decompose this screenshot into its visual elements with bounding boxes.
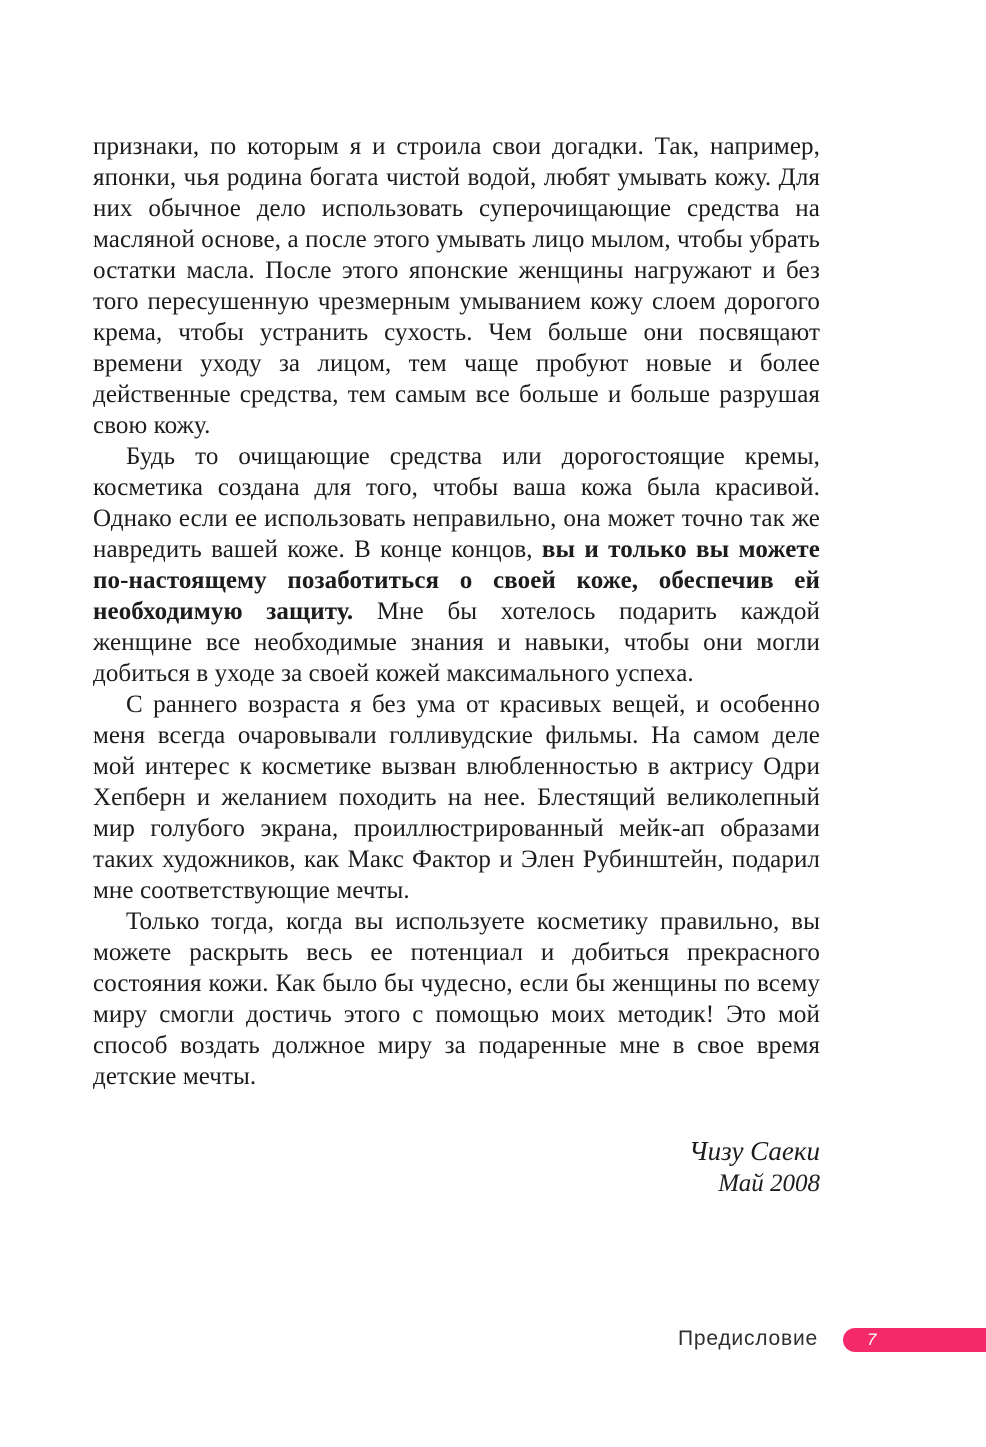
paragraph bbox=[93, 906, 820, 1092]
signature-name: Чизу Саеки bbox=[689, 1136, 820, 1166]
page-footer bbox=[0, 1324, 986, 1354]
text-segment: Будь то очищающие средства или дорогостоящие кремы, косметика создана для того, чтобы ваша кожа была красивой. Однако если ее использовать неправильно, она может точно так же навредить вашей коже. В конце концов, bbox=[93, 443, 820, 563]
text-segment: Мне бы хотелось подарить каждой женщине все необходимые знания и навыки, чтобы они могли добиться в уходе за своей кожей максимального успеха. bbox=[93, 598, 820, 687]
paragraph bbox=[93, 689, 820, 906]
paragraph bbox=[93, 441, 820, 689]
paragraph bbox=[93, 131, 820, 441]
text-segment: Только тогда, когда вы используете косметику правильно, вы можете раскрыть весь ее потенциал и добиться прекрасного состояния кожи. Как было бы чудесно, если бы женщины по всему миру смогли достичь этого с помощью моих методик! Это мой способ воздать должное миру за подаренные мне в свое время детские мечты. bbox=[93, 908, 820, 1090]
page-number-bar bbox=[843, 1328, 986, 1352]
page-number: 7 bbox=[867, 1330, 877, 1349]
signature bbox=[93, 1134, 820, 1200]
body-text bbox=[93, 131, 820, 1092]
signature-date: Май 2008 bbox=[718, 1170, 820, 1197]
text-segment: признаки, по которым я и строила свои догадки. Так, например, японки, чья родина богата чистой водой, любят умывать кожу. Для них обычное дело использовать суперочищающие средства на масляной основе, а после этого умывать лицо мылом, чтобы убрать остатки масла. После этого японские женщины нагружают и без того пересушенную чрезмерным умыванием кожу слоем дорогого крема, чтобы устранить сухость. Чем больше они посвящают времени уходу за лицом, тем чаще пробуют новые и более действенные средства, тем самым все больше и больше разрушая свою кожу. bbox=[93, 133, 820, 439]
text-segment: С раннего возраста я без ума от красивых вещей, и особенно меня всегда очаровывали голливудские фильмы. На самом деле мой интерес к косметике вызван влюбленностью в актрису Одри Хепберн и желанием походить на нее. Блестящий великолепный мир голубого экрана, проиллюстрированный мейк-ап образами таких художников, как Макс Фактор и Элен Рубинштейн, подарил мне соответствующие мечты. bbox=[93, 691, 820, 904]
footer-section-title: Предисловие bbox=[677, 1327, 818, 1350]
bold-text: вы и только вы можете по-настоящему позаботиться о своей коже, обеспечив ей необходимую защиту. bbox=[93, 536, 820, 625]
text-block bbox=[93, 131, 820, 1200]
